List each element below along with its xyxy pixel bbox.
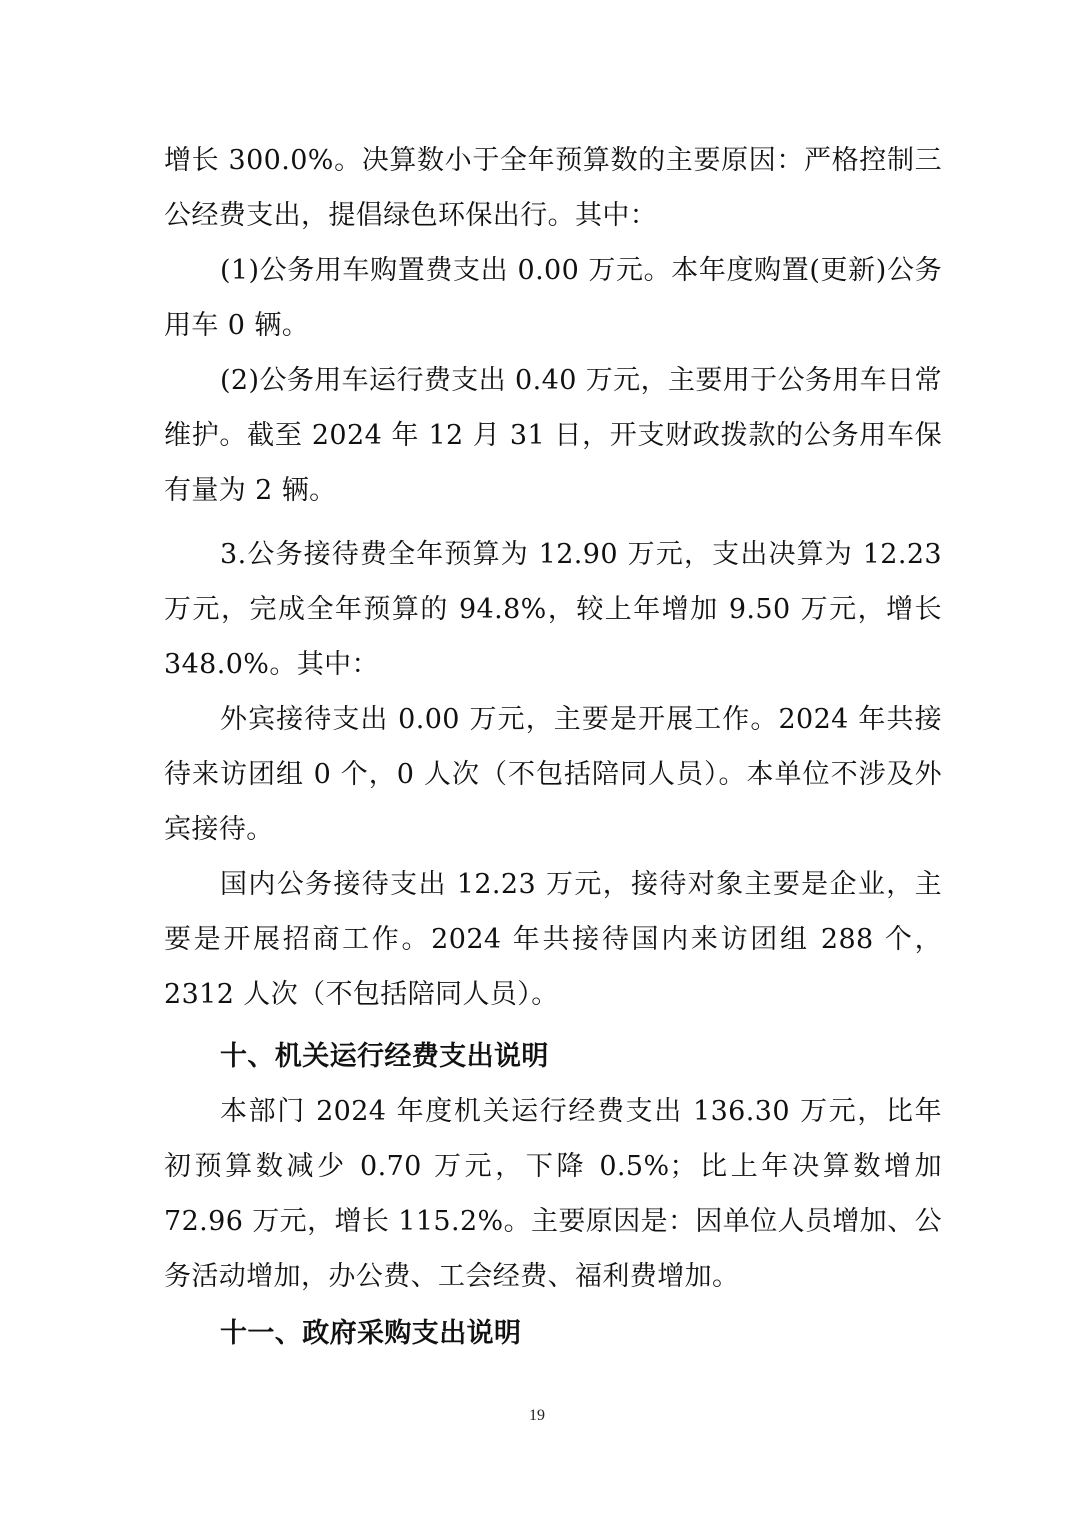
- paragraph-domestic-reception: 国内公务接待支出 12.23 万元，接待对象主要是企业，主要是开展招商工作。2024 年共接待国内来访团组 288 个，2312 人次（不包括陪同人员）。: [164, 869, 942, 1010]
- paragraph-foreign-reception: 外宾接待支出 0.00 万元，主要是开展工作。2024 年共接待来访团组 0 个，0 人次（不包括陪同人员）。本单位不涉及外宾接待。: [164, 704, 942, 845]
- page-number: 19: [529, 1407, 545, 1424]
- section-heading-government-procurement: 十一、政府采购支出说明: [220, 1318, 522, 1349]
- paragraph-vehicle-operation: (2)公务用车运行费支出 0.40 万元，主要用于公务用车日常维护。截至 2024 年 12 月 31 日，开支财政拨款的公务用车保有量为 2 辆。: [164, 365, 942, 506]
- paragraph-vehicle-purchase: (1)公务用车购置费支出 0.00 万元。本年度购置(更新)公务用车 0 辆。: [164, 255, 942, 341]
- body-text: [164, 133, 942, 1361]
- paragraph-vehicle-summary: 增长 300.0%。决算数小于全年预算数的主要原因：严格控制三公经费支出，提倡绿色环保出行。其中：: [164, 145, 942, 231]
- paragraph-operating-expenses: 本部门 2024 年度机关运行经费支出 136.30 万元，比年初预算数减少 0.70 万元，下降 0.5%；比上年决算数增加 72.96 万元，增长 115.2%。主要原因是：因单位人员增加、公务活动增加，办公费、工会经费、福利费增加。: [164, 1096, 943, 1292]
- paragraph-reception-budget: 3.公务接待费全年预算为 12.90 万元，支出决算为 12.23 万元，完成全年预算的 94.8%，较上年增加 9.50 万元，增长 348.0%。其中：: [164, 539, 942, 680]
- section-heading-operating-expenses: 十、机关运行经费支出说明: [220, 1041, 549, 1072]
